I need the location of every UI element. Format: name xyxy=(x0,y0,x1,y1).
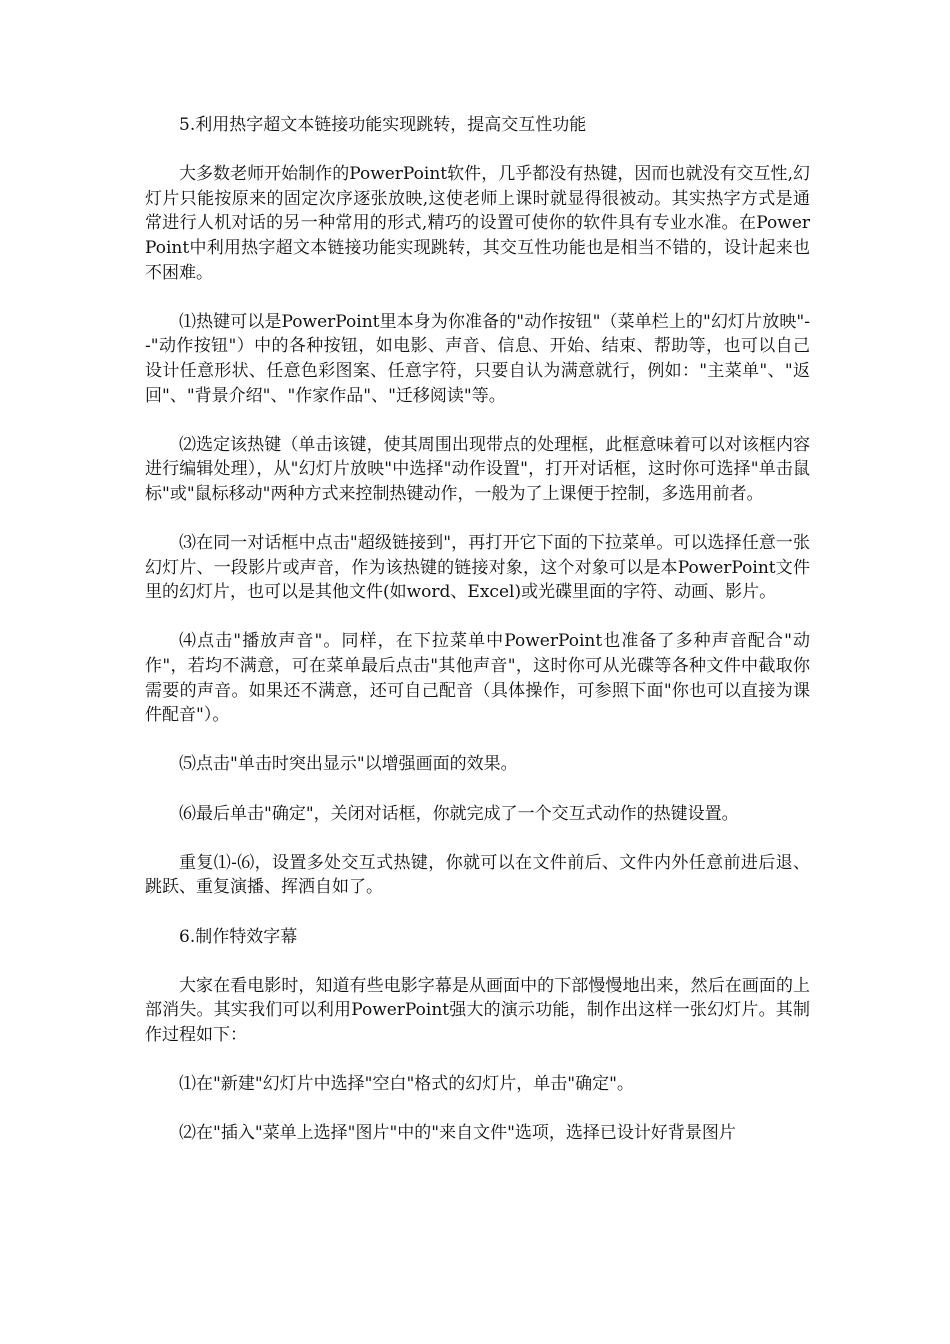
document-body xyxy=(145,113,810,1171)
paragraph-step-2: ⑵选定该热键（单击该键，使其周围出现带点的处理框，此框意味着可以对该框内容进行编辑处理），从"幻灯片放映"中选择"动作设置"，打开对话框，这时你可选择"单击鼠标"或"鼠标移动"两种方式来控制热键动作，一般为了上课便于控制，多选用前者。 xyxy=(145,434,810,504)
paragraph-intro-hotkeys: 大多数老师开始制作的PowerPoint软件，几乎都没有热键，因而也就没有交互性,幻灯片只能按原来的固定次序逐张放映,这使老师上课时就显得很被动。其实热字方式是通常进行人机对话的另一种常用的形式,精巧的设置可使你的软件具有专业水准。在PowerPoint中利用热字超文本链接功能实现跳转，其交互性功能也是相当不错的，设计起来也不困难。 xyxy=(145,164,810,283)
paragraph-subtitle-step-1: ⑴在"新建"幻灯片中选择"空白"格式的幻灯片，单击"确定"。 xyxy=(179,1074,634,1095)
section-heading-6: 6.制作特效字幕 xyxy=(179,926,298,947)
paragraph-intro-subtitles: 大家在看电影时，知道有些电影字幕是从画面中的下部慢慢地出来，然后在画面的上部消失。其实我们可以利用PowerPoint强大的演示功能，制作出这样一张幻灯片。其制作过程如下： xyxy=(145,975,810,1045)
paragraph-step-4: ⑷点击"播放声音"。同样，在下拉菜单中PowerPoint也准备了多种声音配合"动作"，若均不满意，可在菜单最后点击"其他声音"，这时你可从光碟等各种文件中截取你需要的声音。如果还不满意，还可自己配音（具体操作，可参照下面"你也可以直接为课件配音"）。 xyxy=(145,631,810,726)
paragraph-step-6: ⑹最后单击"确定"，关闭对话框，你就完成了一个交互式动作的热键设置。 xyxy=(179,803,739,824)
paragraph-repeat: 重复⑴-⑹，设置多处交互式热键，你就可以在文件前后、文件内外任意前进后退、跳跃、重复演播、挥洒自如了。 xyxy=(145,852,810,898)
paragraph-step-1: ⑴热键可以是PowerPoint里本身为你准备的"动作按钮"（菜单栏上的"幻灯片放映"--"动作按钮"）中的各种按钮，如电影、声音、信息、开始、结束、帮助等，也可以自己设计任意形状、任意色彩图案、任意字符，只要自认为满意就行，例如："主菜单"、"返回"、"背景介绍"、"作家作品"、"迁移阅读"等。 xyxy=(145,311,810,406)
section-heading-5: 5.利用热字超文本链接功能实现跳转，提高交互性功能 xyxy=(179,115,587,135)
paragraph-step-3: ⑶在同一对话框中点击"超级链接到"，再打开它下面的下拉菜单。可以选择任意一张幻灯片、一段影片或声音，作为该热键的链接对象，这个对象可以是本PowerPoint文件里的幻灯片，也可以是其他文件(如word、Excel)或光碟里面的字符、动画、影片。 xyxy=(145,533,810,603)
paragraph-subtitle-step-2: ⑵在"插入"菜单上选择"图片"中的"来自文件"选项，选择已设计好背景图片 xyxy=(179,1123,736,1144)
paragraph-step-5: ⑸点击"单击时突出显示"以增强画面的效果。 xyxy=(179,754,518,775)
